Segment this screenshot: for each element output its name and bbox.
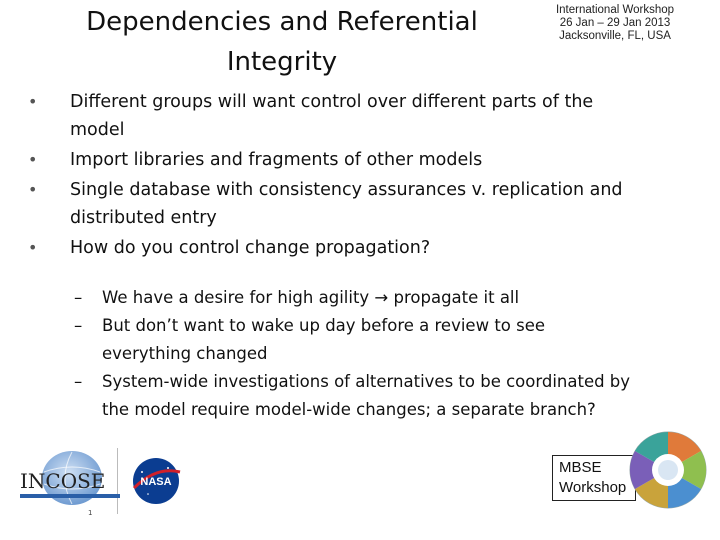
sub-bullet-text-cont: the model require model-wide changes; a separate branch? <box>102 400 596 419</box>
sub-bullet-text-b: propagate it all <box>388 288 520 307</box>
sub-bullet-text: System-wide investigations of alternatives to be coordinated by <box>102 372 631 391</box>
bullet-icon: • <box>28 150 38 169</box>
nasa-logo-text: NASA <box>140 476 172 488</box>
bullet-icon: • <box>28 180 38 199</box>
sub-bullet-text: But don’t want to wake up day before a review to see <box>102 316 546 335</box>
slide-title <box>62 2 502 82</box>
bullet-item <box>24 146 674 174</box>
workshop-location: Jacksonville, FL, USA <box>559 30 671 42</box>
sub-bullet-item <box>74 368 678 424</box>
title-line-2: Integrity <box>226 47 338 77</box>
bullet-list <box>24 88 674 264</box>
workshop-name: International Workshop <box>555 4 675 16</box>
incose-logo <box>18 448 122 514</box>
dash-icon: – <box>74 316 83 335</box>
mbse-wheel-icon <box>628 430 708 510</box>
page-marker: 1 <box>88 509 93 517</box>
mbse-label: MBSE <box>559 459 602 476</box>
bullet-text: Different groups will want control over different parts of the <box>70 92 594 112</box>
bullet-icon: • <box>28 238 38 257</box>
sub-bullet-text-cont: everything changed <box>102 344 268 363</box>
bullet-item <box>24 176 674 232</box>
sub-bullet-item <box>74 312 678 368</box>
nasa-logo <box>128 456 184 506</box>
dash-icon: – <box>74 372 83 391</box>
dash-icon: – <box>74 288 83 307</box>
bullet-text-cont: model <box>70 120 125 140</box>
workshop-label: Workshop <box>559 479 627 496</box>
workshop-info <box>520 4 710 43</box>
sub-bullet-list <box>74 284 678 424</box>
bullet-text: Single database with consistency assurances v. replication and <box>70 180 623 200</box>
incose-logo-text: INCOSE <box>20 469 106 493</box>
bullet-item <box>24 234 674 262</box>
sub-bullet-text: We have a desire for high agility <box>102 288 375 307</box>
bullet-text: How do you control change propagation? <box>70 238 431 258</box>
bullet-text: Import libraries and fragments of other models <box>70 150 483 170</box>
bullet-icon: • <box>28 92 38 111</box>
arrow-right-icon: → <box>374 288 389 307</box>
bullet-item <box>24 88 674 144</box>
sub-bullet-item <box>74 284 678 312</box>
workshop-dates: 26 Jan – 29 Jan 2013 <box>559 17 671 29</box>
mbse-workshop-box <box>552 455 636 501</box>
title-line-1: Dependencies and Referential <box>86 7 478 37</box>
bullet-text-cont: distributed entry <box>70 208 217 228</box>
